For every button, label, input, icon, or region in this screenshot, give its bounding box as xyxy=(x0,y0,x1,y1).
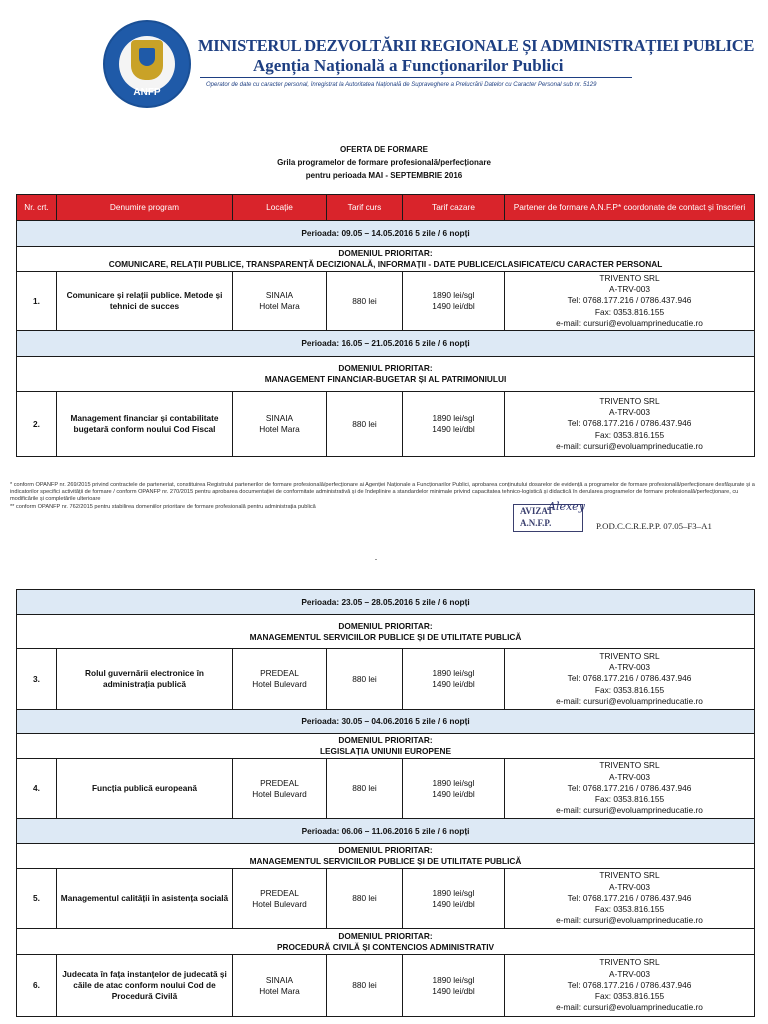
domain-row: DOMENIUL PRIORITAR: COMUNICARE, RELAȚII PUBLICE, TRANSPARENȚĂ DECIZIONALĂ, INFORMAȚII - DATE PUBLICE/CLASIFICATE/CU CARACTER PERSONAL xyxy=(17,247,755,272)
table-row: 5. Managementul calității în asistența socială PREDEAL Hotel Bulevard 880 lei 1890 lei/sgl 1490 lei/dbl TRIVENTO SRL A-TRV-003 Tel: 0768.177.216 / 0786.437.946 Fax: 0353.816.155 e-mail: cursuri@evoluamprineducatie.ro xyxy=(17,869,755,929)
footnote-double-star: ** conform OPANFP nr. 762/2015 pentru stabilirea domeniilor prioritare de formare profesională pentru administrația publică xyxy=(10,503,316,510)
offer-title: OFERTA DE FORMARE xyxy=(340,145,428,154)
offer-table-page1 xyxy=(16,194,755,457)
period-row: Perioada: 30.05 – 04.06.2016 5 zile / 6 nopți xyxy=(17,710,755,734)
table-row: 6. Judecata în fața instanțelor de judecată și căile de atac conform noului Cod de Procedură Civilă SINAIA Hotel Mara 880 lei 1890 lei/sgl 1490 lei/dbl TRIVENTO SRL A-TRV-003 Tel: 0768.177.216 / 0786.437.946 Fax: 0353.816.155 e-mail: cursuri@evoluamprineducatie.ro xyxy=(17,955,755,1017)
table-row: 3. Rolul guvernării electronice în administrația publică PREDEAL Hotel Bulevard 880 lei 1890 lei/sgl 1490 lei/dbl TRIVENTO SRL A-TRV-003 Tel: 0768.177.216 / 0786.437.946 Fax: 0353.816.155 e-mail: cursuri@evoluamprineducatie.ro xyxy=(17,649,755,710)
footnotes xyxy=(10,482,758,511)
partner-contact: TRIVENTO SRL A-TRV-003 Tel: 0768.177.216 / 0786.437.946 Fax: 0353.816.155 e-mail: cursuri@evoluamprineducatie.ro xyxy=(505,759,755,819)
offer-period: pentru perioada MAI - SEPTEMBRIE 2016 xyxy=(305,171,463,180)
domain-row: DOMENIUL PRIORITAR: MANAGEMENTUL SERVICIILOR PUBLICE ȘI DE UTILITATE PUBLICĂ xyxy=(17,615,755,649)
operator-note: Operator de date cu caracter personal, înregistrat la Autoritatea Națională de Supraveghere a Prelucrării Datelor cu Caracter Personal sub nr. 5129 xyxy=(206,82,597,88)
col-program: Denumire program xyxy=(57,195,233,221)
header-divider xyxy=(200,77,632,78)
period-row: Perioada: 06.06 – 11.06.2016 5 zile / 6 nopți xyxy=(17,819,755,844)
footnote-star: * conform OPANFP nr. 269/2015 privind contractele de parteneriat, constituirea Registrului partenerilor de formare profesională/perfecționare ai Agenției Naționale a Funcționarilor Publici, aprobarea conținutului dosarelor de evidență a programelor de formare profesională/perfecționare desfășurate și a indicatorilor specifici activității de formare / conform OPANFP nr. 270/2015 pentru aprobarea documentației de conformitate administrativă și de îndeplinire a standardelor minimale privind capacitatea tehnico-logistică și didactică în derularea programelor de formare profesională/perfecționare, cu modificările și completările ulterioare xyxy=(10,482,755,503)
partner-contact: TRIVENTO SRL A-TRV-003 Tel: 0768.177.216 / 0786.437.946 Fax: 0353.816.155 e-mail: cursuri@evoluamprineducatie.ro xyxy=(505,649,755,710)
domain-row: DOMENIUL PRIORITAR: PROCEDURĂ CIVILĂ ȘI CONTENCIOS ADMINISTRATIV xyxy=(17,929,755,955)
approval-stamp: AVIZAT A.N.F.P. Alexey xyxy=(513,504,583,532)
domain-row: DOMENIUL PRIORITAR: MANAGEMENT FINANCIAR-BUGETAR ȘI AL PATRIMONIULUI xyxy=(17,357,755,392)
col-location: Locație xyxy=(233,195,327,221)
signature: Alexey xyxy=(548,500,585,513)
ministry-title: MINISTERUL DEZVOLTĂRII REGIONALE ȘI ADMINISTRAȚIEI PUBLICE xyxy=(198,36,755,55)
partner-contact: TRIVENTO SRL A-TRV-003 Tel: 0768.177.216 / 0786.437.946 Fax: 0353.816.155 e-mail: cursuri@evoluamprineducatie.ro xyxy=(505,869,755,929)
offer-table-page2 xyxy=(16,589,755,1017)
table-row: 1. Comunicare și relații publice. Metode și tehnici de succes SINAIA Hotel Mara 880 lei 1890 lei/sgl 1490 lei/dbl TRIVENTO SRL A-TRV-003 Tel: 0768.177.216 / 0786.437.946 Fax: 0353.816.155 e-mail: cursuri@evoluamprineducatie.ro xyxy=(17,272,755,331)
partner-contact: TRIVENTO SRL A-TRV-003 Tel: 0768.177.216 / 0786.437.946 Fax: 0353.816.155 e-mail: cursuri@evoluamprineducatie.ro xyxy=(505,392,755,457)
agency-title: Agenția Națională a Funcționarilor Publici xyxy=(253,56,564,75)
col-partner: Partener de formare A.N.F.P* coordonate de contact și înscrieri xyxy=(505,195,755,221)
col-nr: Nr. crt. xyxy=(17,195,57,221)
anfp-logo xyxy=(103,20,191,108)
col-accommodation: Tarif cazare xyxy=(403,195,505,221)
logo-text: ANFP xyxy=(133,87,161,98)
domain-row: DOMENIUL PRIORITAR: MANAGEMENTUL SERVICIILOR PUBLICE ȘI DE UTILITATE PUBLICĂ xyxy=(17,844,755,869)
partner-contact: TRIVENTO SRL A-TRV-003 Tel: 0768.177.216 / 0786.437.946 Fax: 0353.816.155 e-mail: cursuri@evoluamprineducatie.ro xyxy=(505,955,755,1017)
table-header-row xyxy=(17,195,755,221)
document-code: P.OD.C.C.R.E.P.P. 07.05–F3–A1 xyxy=(596,521,712,531)
table-row: 2. Management financiar și contabilitate bugetară conform noului Cod Fiscal SINAIA Hotel Mara 880 lei 1890 lei/sgl 1490 lei/dbl TRIVENTO SRL A-TRV-003 Tel: 0768.177.216 / 0786.437.946 Fax: 0353.816.155 e-mail: cursuri@evoluamprineducatie.ro xyxy=(17,392,755,457)
domain-row: DOMENIUL PRIORITAR: LEGISLAȚIA UNIUNII EUROPENE xyxy=(17,734,755,759)
offer-subtitle: Grila programelor de formare profesională/perfecționare xyxy=(277,158,491,167)
table-row: 4. Funcția publică europeană PREDEAL Hotel Bulevard 880 lei 1890 lei/sgl 1490 lei/dbl TRIVENTO SRL A-TRV-003 Tel: 0768.177.216 / 0786.437.946 Fax: 0353.816.155 e-mail: cursuri@evoluamprineducatie.ro xyxy=(17,759,755,819)
col-fee: Tarif curs xyxy=(327,195,403,221)
period-row: Perioada: 23.05 – 28.05.2016 5 zile / 6 nopți xyxy=(17,590,755,615)
partner-contact: TRIVENTO SRL A-TRV-003 Tel: 0768.177.216 / 0786.437.946 Fax: 0353.816.155 e-mail: cursuri@evoluamprineducatie.ro xyxy=(505,272,755,331)
coat-of-arms-icon xyxy=(131,40,163,80)
period-row: Perioada: 09.05 – 14.05.2016 5 zile / 6 nopți xyxy=(17,221,755,247)
period-row: Perioada: 16.05 – 21.05.2016 5 zile / 6 nopți xyxy=(17,331,755,357)
